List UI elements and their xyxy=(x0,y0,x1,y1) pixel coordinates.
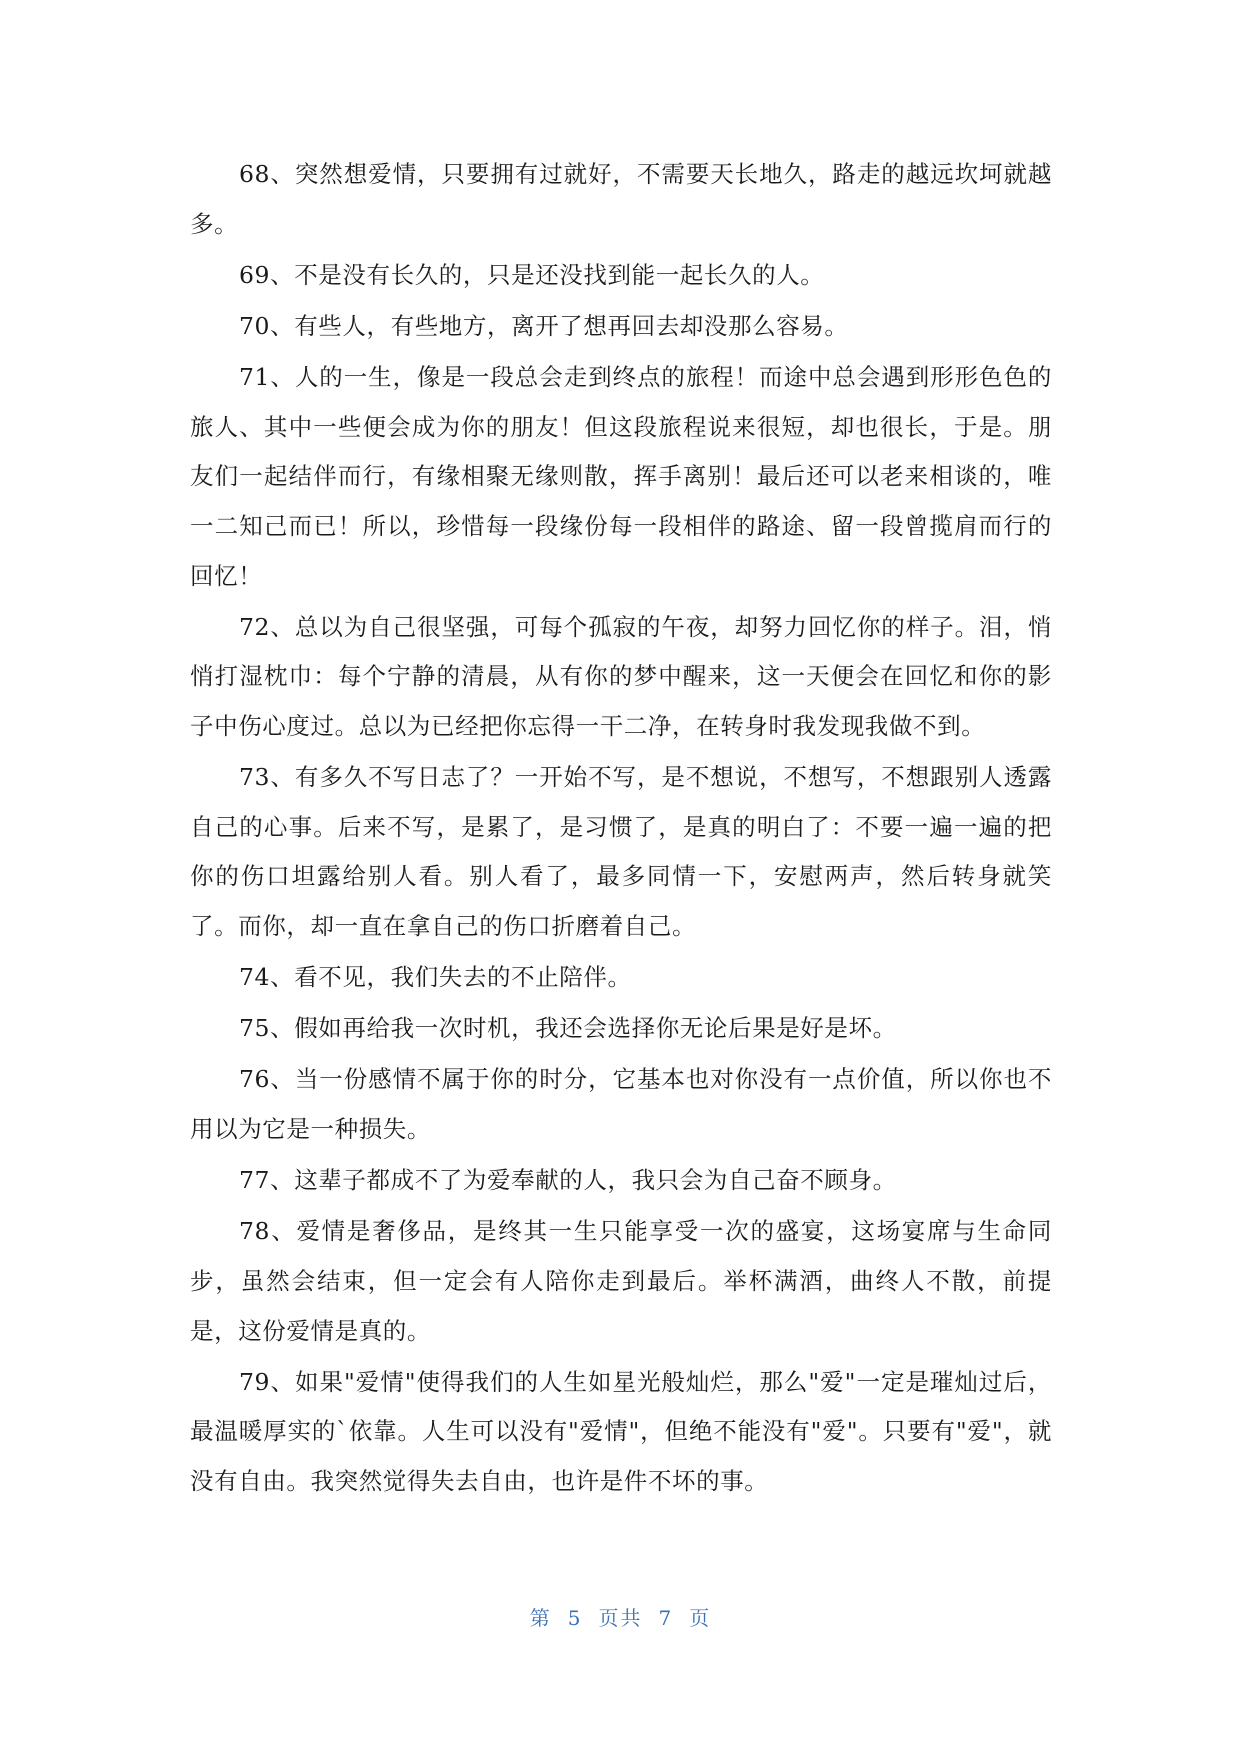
page-footer xyxy=(0,1602,1241,1631)
footer-suffix: 页 xyxy=(689,1606,712,1630)
paragraph-71: 71、人的一生，像是一段总会走到终点的旅程！而途中总会遇到形形色色的旅人、其中一些便会成为你的朋友！但这段旅程说来很短，却也很长，于是。朋友们一起结伴而行，有缘相聚无缘则散，挥手离别！最后还可以老来相谈的，唯一二知己而已！所以，珍惜每一段缘份每一段相伴的路途、留一段曾揽肩而行的回忆！ xyxy=(190,363,1052,590)
paragraph-72: 72、总以为自己很坚强，可每个孤寂的午夜，却努力回忆你的样子。泪，悄悄打湿枕巾：每个宁静的清晨，从有你的梦中醒来，这一天便会在回忆和你的影子中伤心度过。总以为已经把你忘得一干二净，在转身时我发现我做不到。 xyxy=(190,612,1052,740)
paragraph-68: 68、突然想爱情，只要拥有过就好，不需要天长地久，路走的越远坎坷就越多。 xyxy=(190,160,1052,238)
paragraph-75: 75、假如再给我一次时机，我还会选择你无论后果是好是坏。 xyxy=(239,1014,897,1043)
paragraph-79: 79、如果"爱情"使得我们的人生如星光般灿烂，那么"爱"一定是璀灿过后，最温暖厚实的`依靠。人生可以没有"爱情"，但绝不能没有"爱"。只要有"爱"，就没有自由。我突然觉得失去自由，也许是件不坏的事。 xyxy=(190,1367,1052,1495)
paragraph-69: 69、不是没有长久的，只是还没找到能一起长久的人。 xyxy=(239,260,825,289)
footer-current-page: 5 xyxy=(567,1606,583,1630)
paragraph-70: 70、有些人，有些地方，离开了想再回去却没那么容易。 xyxy=(239,311,849,340)
footer-prefix: 第 xyxy=(529,1606,552,1630)
paragraph-78: 78、爱情是奢侈品，是终其一生只能享受一次的盛宴，这场宴席与生命同步，虽然会结束，但一定会有人陪你走到最后。举杯满酒，曲终人不散，前提是，这份爱情是真的。 xyxy=(190,1217,1052,1345)
paragraph-76: 76、当一份感情不属于你的时分，它基本也对你没有一点价值，所以你也不用以为它是一种损失。 xyxy=(190,1065,1052,1144)
paragraph-77: 77、这辈子都成不了为爱奉献的人，我只会为自己奋不顾身。 xyxy=(239,1166,897,1195)
footer-total-pages: 7 xyxy=(658,1606,674,1630)
paragraph-73: 73、有多久不写日志了？一开始不写，是不想说，不想写，不想跟别人透露自己的心事。后来不写，是累了，是习惯了，是真的明白了：不要一遍一遍的把你的伤口坦露给别人看。别人看了，最多同情一下，安慰两声，然后转身就笑了。而你，却一直在拿自己的伤口折磨着自己。 xyxy=(190,763,1052,940)
body-text xyxy=(190,150,1052,1508)
paragraph-74: 74、看不见，我们失去的不止陪伴。 xyxy=(239,963,632,992)
footer-middle: 页共 xyxy=(598,1606,643,1630)
